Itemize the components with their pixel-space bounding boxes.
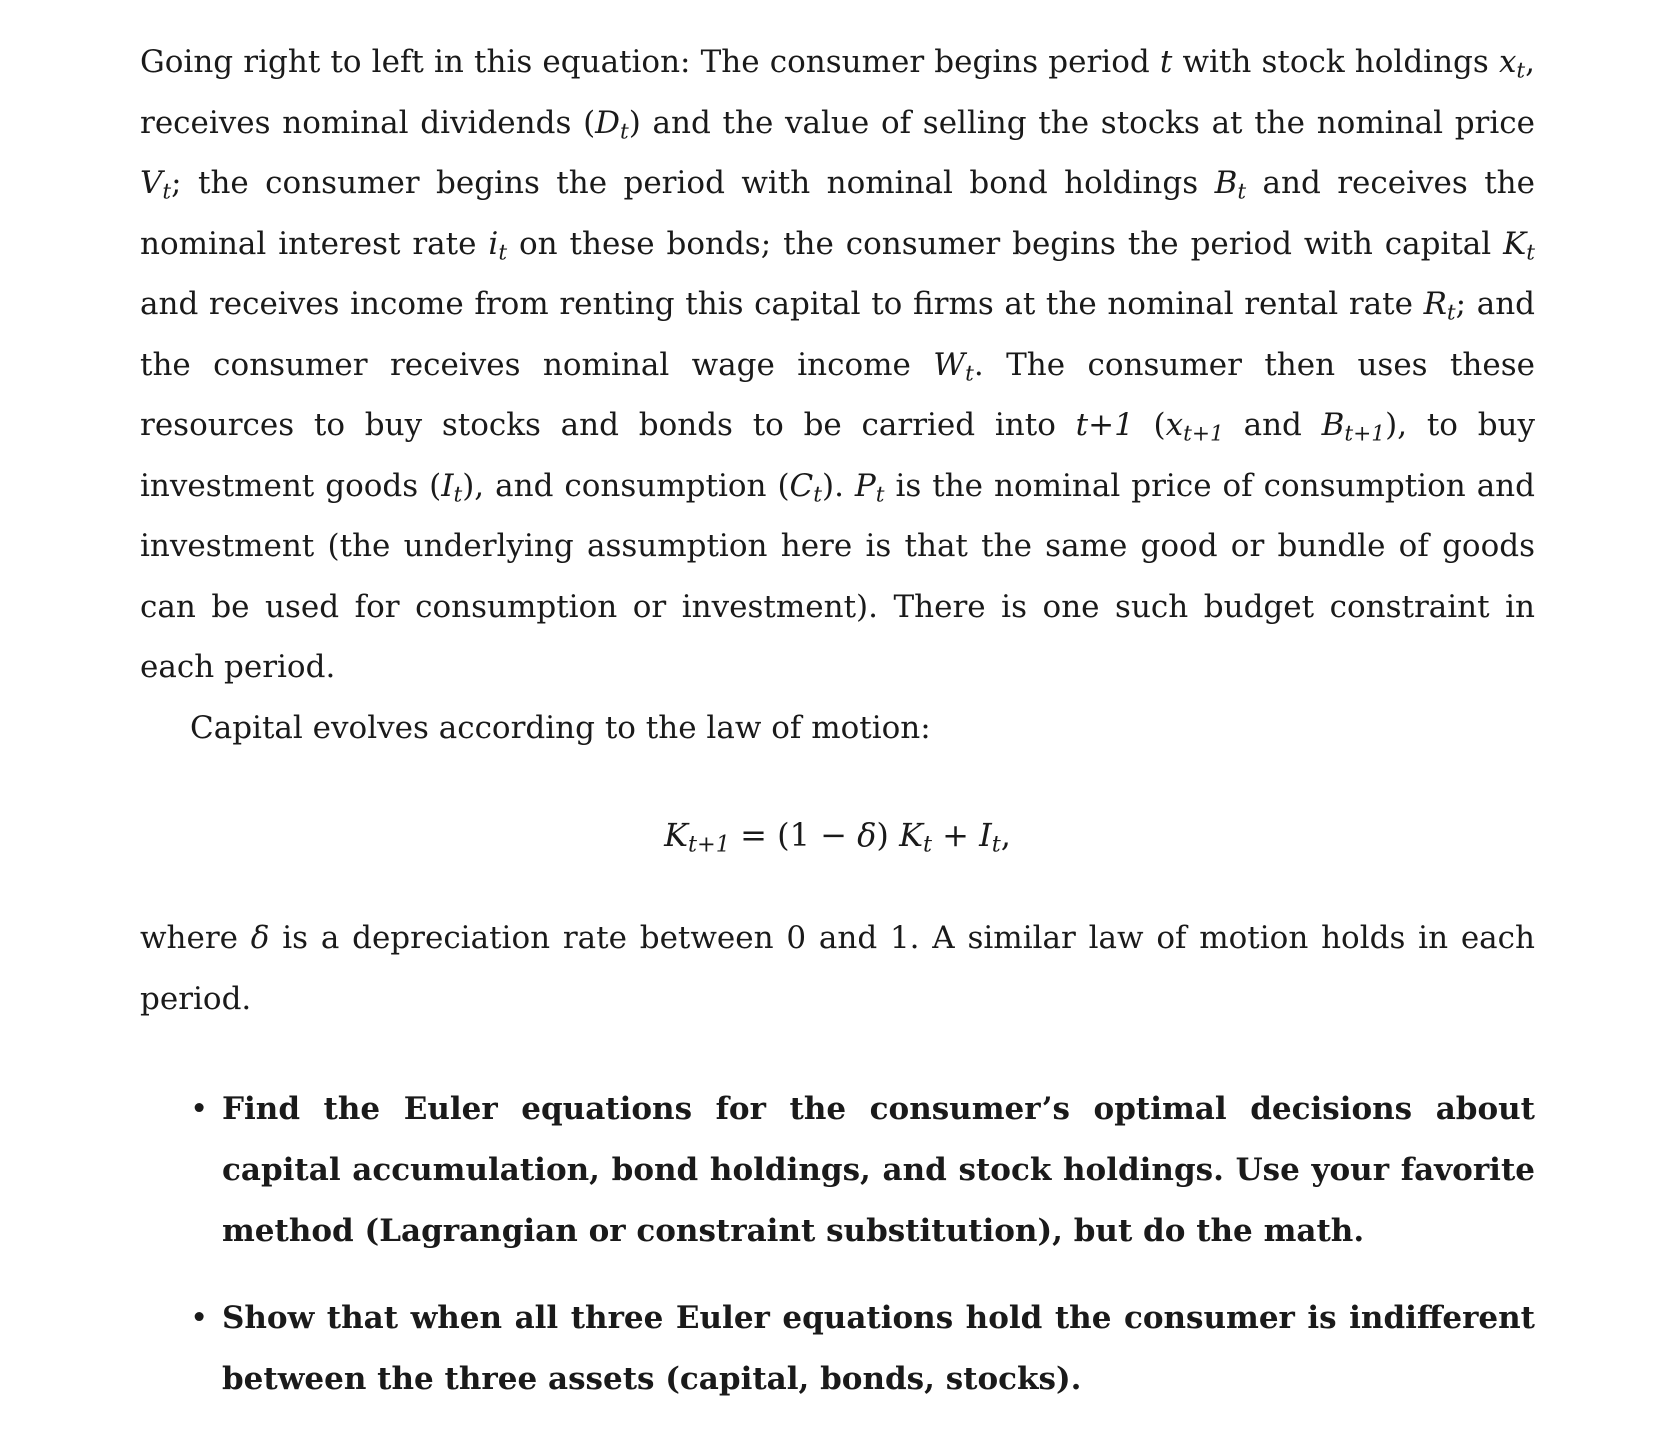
- bullet-icon: •: [190, 1300, 209, 1336]
- task-item-euler-equations: • Find the Euler equations for the consumer’s optimal decisions about capital accumulation, bond holdings, and stock holdings. Use your favorite method (Lagrangian or constraint substitution), but do the math.: [140, 1079, 1535, 1262]
- task-item-indifference: • Show that when all three Euler equations hold the consumer is indifferent between the three assets (capital, bonds, stocks).: [140, 1288, 1535, 1410]
- task-list: [140, 1079, 1535, 1410]
- document-page: [140, 32, 1535, 1436]
- paragraph-budget-explanation: Going right to left in this equation: The consumer begins period t with stock holdings $x_t$, receives nominal dividends $(D_t)$ and the value of selling the stocks at the nominal price $V_t$; the consumer begins the period with nominal bond holdings $B_t$ and receives the nominal interest rate $i_t$ on these bonds; the consumer begins the period with capital $K_t$ and receives income from renting this capital to firms at the nominal rental rate $R_t$; and the consumer receives nominal wage income $W_t$. The consumer then uses these resources to buy stocks and bonds to be carried into t+1 ($x_{t+1}$ and $B_{t+1}$), to buy investment goods $(I_t)$, and consumption $(C_t)$. $P_t$ is the nominal price of consumption and investment (the underlying assumption here is that the same good or bundle of goods can be used for consumption or investment). There is one such budget constraint in each period.: [140, 44, 1536, 685]
- equation-capital-law-of-motion: $K_{t+1} = (1 - \delta) K_t + I_t$,: [664, 816, 1011, 858]
- paragraph-law-of-motion-intro: Capital evolves according to the law of motion:: [190, 709, 931, 746]
- paragraph-depreciation: where δ is a depreciation rate between 0 and 1. A similar law of motion holds in each period.: [140, 920, 1535, 1017]
- bullet-icon: •: [190, 1091, 209, 1127]
